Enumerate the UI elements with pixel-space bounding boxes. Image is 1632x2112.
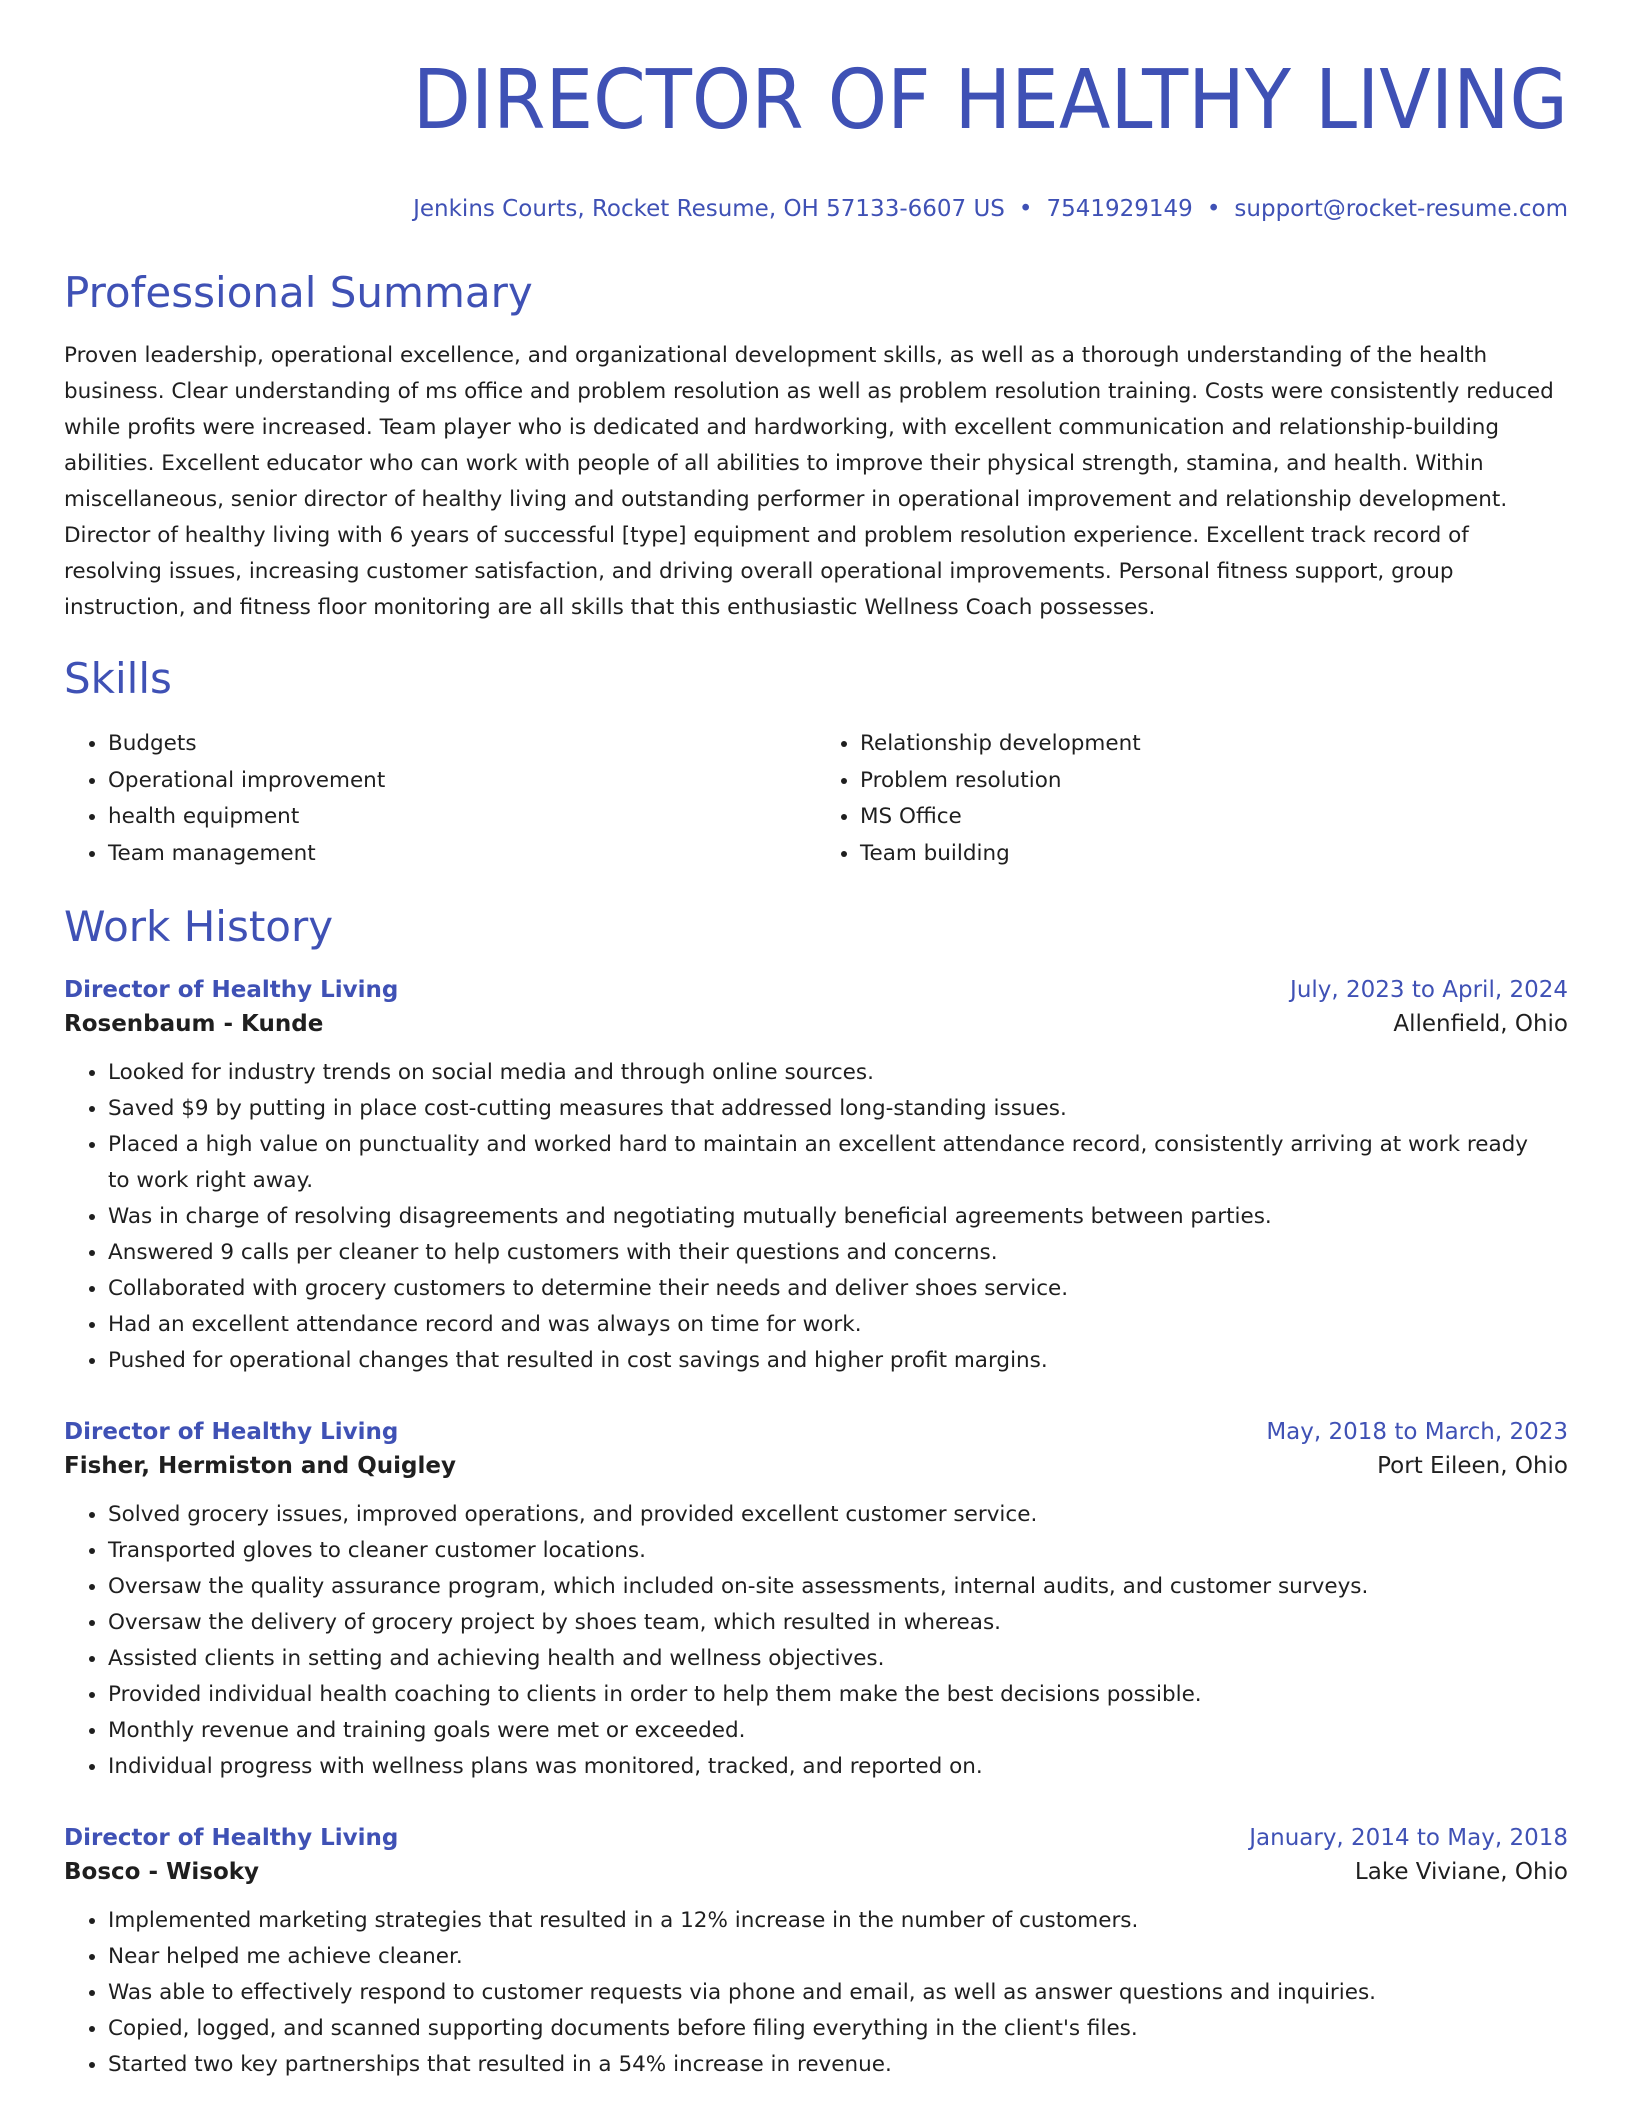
job-bullet: • Near helped me achieve cleaner.	[108, 1939, 1568, 1975]
job-bullet: • Collaborated with grocery customers to determine their needs and deliver shoes service.	[108, 1271, 1568, 1307]
skills-list-right	[816, 726, 1568, 872]
skill-item: • Team management	[108, 836, 816, 873]
job-bullet: • Oversaw the delivery of grocery project by shoes team, which resulted in whereas.	[108, 1605, 1568, 1641]
job-company: Fisher, Hermiston and Quigley	[64, 1452, 456, 1479]
summary-heading: Professional Summary	[64, 268, 533, 317]
skill-item: • Relationship development	[860, 726, 1568, 763]
job-entry	[64, 1825, 1568, 2083]
job-bullet: • Had an excellent attendance record and was always on time for work.	[108, 1307, 1568, 1343]
job-bullet: • Solved grocery issues, improved operations, and provided excellent customer service.	[108, 1497, 1568, 1533]
job-header-row	[64, 977, 1568, 1003]
job-bullet: • Looked for industry trends on social media and through online sources.	[108, 1055, 1568, 1091]
contact-separator: •	[1206, 196, 1221, 222]
job-header-row	[64, 1419, 1568, 1445]
job-bullet: • Answered 9 calls per cleaner to help customers with their questions and concerns.	[108, 1235, 1568, 1271]
skill-item: • health equipment	[108, 799, 816, 836]
summary-text: Proven leadership, operational excellence, and organizational development skills, as well as a thorough understanding of the health business. Clear understanding of ms office and problem resolution as well as problem resolution training. Costs were consistently reduced while profits were increased. Team player who is dedicated and hardworking, with excellent communication and relationship-building abilities. Excellent educator who can work with people of all abilities to improve their physical strength, stamina, and health. Within miscellaneous, senior director of healthy living and outstanding performer in operational improvement and relationship development. Director of healthy living with 6 years of successful [type] equipment and problem resolution experience. Excellent track record of resolving issues, increasing customer satisfaction, and driving overall operational improvements. Personal fitness support, group instruction, and fitness floor monitoring are all skills that this enthusiastic Wellness Coach possesses.	[64, 343, 1554, 621]
job-bullet: • Saved $9 by putting in place cost-cutting measures that addressed long-standing issues.	[108, 1091, 1568, 1127]
job-location: Allenfield, Ohio	[1393, 1010, 1568, 1037]
job-company: Rosenbaum - Kunde	[64, 1010, 324, 1037]
contact-separator: •	[1018, 196, 1033, 222]
skills-columns	[64, 726, 1568, 872]
work-history-heading: Work History	[64, 902, 334, 952]
skills-heading: Skills	[64, 654, 172, 704]
skill-item: • Problem resolution	[860, 763, 1568, 800]
job-bullet: • Transported gloves to cleaner customer locations.	[108, 1533, 1568, 1569]
job-company: Bosco - Wisoky	[64, 1858, 260, 1885]
job-dates: May, 2018 to March, 2023	[1266, 1418, 1568, 1445]
job-company-row	[64, 1859, 1568, 1885]
job-location: Lake Viviane, Ohio	[1354, 1858, 1568, 1885]
job-title: Director of Healthy Living	[64, 1824, 399, 1851]
job-header-row	[64, 1825, 1568, 1851]
job-bullet: • Assisted clients in setting and achieving health and wellness objectives.	[108, 1641, 1568, 1677]
job-bullet: • Individual progress with wellness plans was monitored, tracked, and reported on.	[108, 1749, 1568, 1785]
skills-list-left	[64, 726, 816, 872]
job-bullets	[64, 1497, 1568, 1785]
skills-section	[64, 656, 1568, 872]
job-bullet: • Monthly revenue and training goals were met or exceeded.	[108, 1713, 1568, 1749]
resume-header	[64, 0, 1568, 222]
skill-item: • Operational improvement	[108, 763, 816, 800]
skill-item: • Team building	[860, 836, 1568, 873]
job-bullet: • Was able to effectively respond to customer requests via phone and email, as well as answer questions and inquiries.	[108, 1975, 1568, 2011]
job-bullets	[64, 1055, 1568, 1379]
job-dates: July, 2023 to April, 2024	[1290, 976, 1568, 1003]
job-company-row	[64, 1011, 1568, 1037]
contact-email[interactable]: support@rocket-resume.com	[1234, 196, 1568, 222]
job-location: Port Eileen, Ohio	[1377, 1452, 1568, 1479]
job-company-row	[64, 1453, 1568, 1479]
job-entry	[64, 1419, 1568, 1785]
job-bullets	[64, 1903, 1568, 2083]
contact-phone: 7541929149	[1046, 196, 1193, 222]
summary-section	[64, 270, 1568, 626]
job-bullet: • Pushed for operational changes that resulted in cost savings and higher profit margins.	[108, 1343, 1568, 1379]
work-history-section	[64, 904, 1568, 2082]
skill-item: • MS Office	[860, 799, 1568, 836]
skill-item: • Budgets	[108, 726, 816, 763]
job-dates: January, 2014 to May, 2018	[1249, 1824, 1568, 1851]
job-title: Director of Healthy Living	[64, 1418, 399, 1445]
job-bullet: • Copied, logged, and scanned supporting documents before filing everything in the client's files.	[108, 2011, 1568, 2047]
job-bullet: • Implemented marketing strategies that resulted in a 12% increase in the number of customers.	[108, 1903, 1568, 1939]
job-bullet: • Started two key partnerships that resulted in a 54% increase in revenue.	[108, 2047, 1568, 2083]
job-title: Director of Healthy Living	[64, 976, 399, 1003]
job-entry	[64, 977, 1568, 1379]
contact-line	[64, 196, 1568, 222]
page-title: DIRECTOR OF HEALTHY LIVING	[412, 53, 1568, 148]
job-bullet: • Placed a high value on punctuality and worked hard to maintain an excellent attendance record, consistently arriving at work ready to work right away.	[108, 1127, 1568, 1199]
job-bullet: • Provided individual health coaching to clients in order to help them make the best decisions possible.	[108, 1677, 1568, 1713]
job-bullet: • Was in charge of resolving disagreements and negotiating mutually beneficial agreements between parties.	[108, 1199, 1568, 1235]
contact-address: Jenkins Courts, Rocket Resume, OH 57133-6607 US	[413, 196, 1005, 222]
job-bullet: • Oversaw the quality assurance program, which included on-site assessments, internal audits, and customer surveys.	[108, 1569, 1568, 1605]
